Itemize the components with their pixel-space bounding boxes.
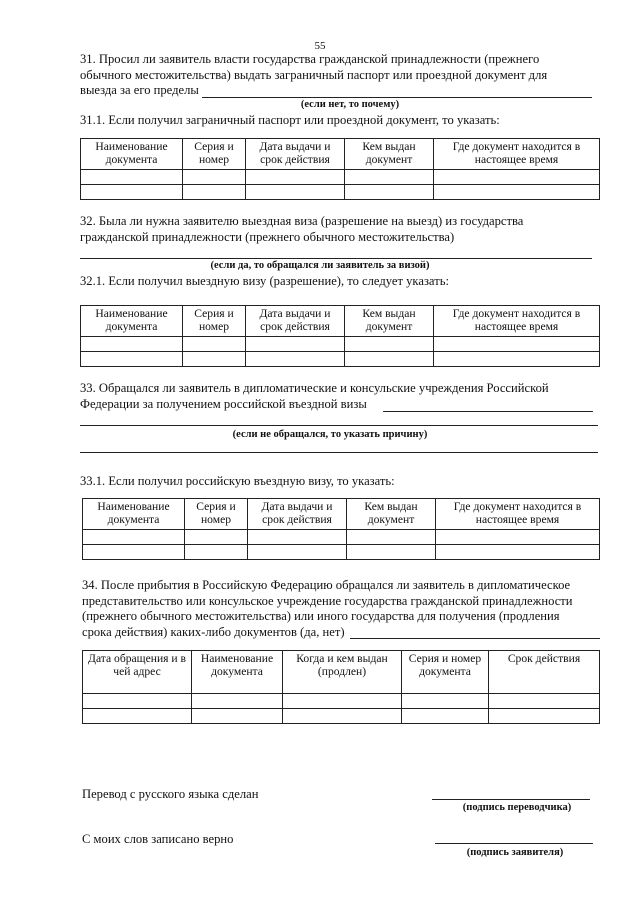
header-issue-date: Дата выдачи и срок действия: [246, 139, 345, 170]
q34-line2: представительство или консульское учреждение государства гражданской принадлежности: [82, 593, 573, 608]
q32-text: [80, 214, 600, 245]
header-series: Серия и номер: [185, 499, 248, 530]
q33-answer-line-3[interactable]: [80, 452, 598, 453]
table-row[interactable]: [83, 709, 600, 724]
q32-line2: гражданской принадлежности (прежнего обычного местожительства): [80, 229, 455, 244]
header-doc-name: Наименование документа: [81, 306, 183, 337]
header-series: Серия и номер: [183, 139, 246, 170]
q32-1-title: 32.1. Если получил выездную визу (разрешение), то следует указать:: [80, 274, 449, 288]
q33-1-title: 33.1. Если получил российскую въездную визу, то указать:: [80, 474, 395, 488]
table-row[interactable]: [83, 530, 600, 545]
table-row[interactable]: [81, 170, 600, 185]
q33-line1: 33. Обращался ли заявитель в дипломатические и консульские учреждения Российской: [80, 381, 549, 395]
page-number: 55: [314, 40, 326, 52]
q31-1-title: 31.1. Если получил заграничный паспорт или проездной документ, то указать:: [80, 113, 500, 127]
table-row[interactable]: [83, 545, 600, 560]
translator-signature-note: (подпись переводчика): [462, 802, 572, 813]
q32-1-table: [80, 305, 600, 367]
q34-text: [82, 578, 600, 640]
q33-note: (если не обращался, то указать причину): [232, 429, 428, 440]
header-location: Где документ находится в настоящее время: [436, 499, 600, 530]
recorded-statement: С моих слов записано верно: [82, 832, 234, 846]
q33-line2: Федерации за получением российской въездной визы: [80, 396, 367, 411]
header-issue-date: Дата выдачи и срок действия: [246, 306, 345, 337]
table-row[interactable]: [83, 694, 600, 709]
header-series: Серия и номер: [183, 306, 246, 337]
q34-line1: 34. После прибытия в Российскую Федерацию обращался ли заявитель в дипломатическое: [82, 578, 571, 592]
header-doc-name: Наименование документа: [81, 139, 183, 170]
q31-line1: 31. Просил ли заявитель власти государства гражданской принадлежности (прежнего: [80, 52, 540, 66]
q33-1-table: [82, 498, 600, 560]
translation-statement: Перевод с русского языка сделан: [82, 787, 259, 801]
table-row[interactable]: [81, 337, 600, 352]
table-row[interactable]: [81, 185, 600, 200]
q32-answer-line[interactable]: [80, 258, 592, 259]
q33-answer-line-1[interactable]: [383, 411, 593, 412]
header-location: Где документ находится в настоящее время: [434, 306, 600, 337]
q31-note: (если нет, то почему): [300, 99, 400, 110]
q32-line1: 32. Была ли нужна заявителю выездная виза (разрешение на выезд) из государства: [80, 214, 524, 228]
q34-answer-line[interactable]: [350, 638, 600, 639]
q31-text: [80, 52, 600, 99]
q31-line2: обычного местожительства) выдать заграничный паспорт или проездной документ для: [80, 67, 548, 82]
header-validity: Срок действия: [489, 651, 600, 694]
header-doc-name: Наименование документа: [192, 651, 283, 694]
q32-note: (если да, то обращался ли заявитель за визой): [210, 260, 430, 271]
header-series: Серия и номер документа: [402, 651, 489, 694]
header-date-address: Дата обращения и в чей адрес: [83, 651, 192, 694]
q34-line3: (прежнего обычного местожительства) или иного государства для получения (продления: [82, 609, 560, 623]
header-issued-by: Кем выдан документ: [347, 499, 436, 530]
header-doc-name: Наименование документа: [83, 499, 185, 530]
translator-signature-line[interactable]: [432, 799, 590, 800]
q31-line3: выезда за его пределы: [80, 83, 199, 97]
applicant-signature-line[interactable]: [435, 843, 593, 844]
q34-table: [82, 650, 600, 724]
q33-answer-line-2[interactable]: [80, 425, 598, 426]
q34-line4: срока действия) каких-либо документов (да, нет): [82, 624, 345, 639]
header-issued-by: Кем выдан документ: [345, 139, 434, 170]
applicant-signature-note: (подпись заявителя): [466, 847, 564, 858]
header-issued-when: Когда и кем выдан (продлен): [283, 651, 402, 694]
q31-answer-line[interactable]: [202, 97, 592, 98]
table-row[interactable]: [81, 352, 600, 367]
q33-text: [80, 381, 600, 412]
header-issue-date: Дата выдачи и срок действия: [248, 499, 347, 530]
header-issued-by: Кем выдан документ: [345, 306, 434, 337]
header-location: Где документ находится в настоящее время: [434, 139, 600, 170]
q31-1-table: [80, 138, 600, 200]
